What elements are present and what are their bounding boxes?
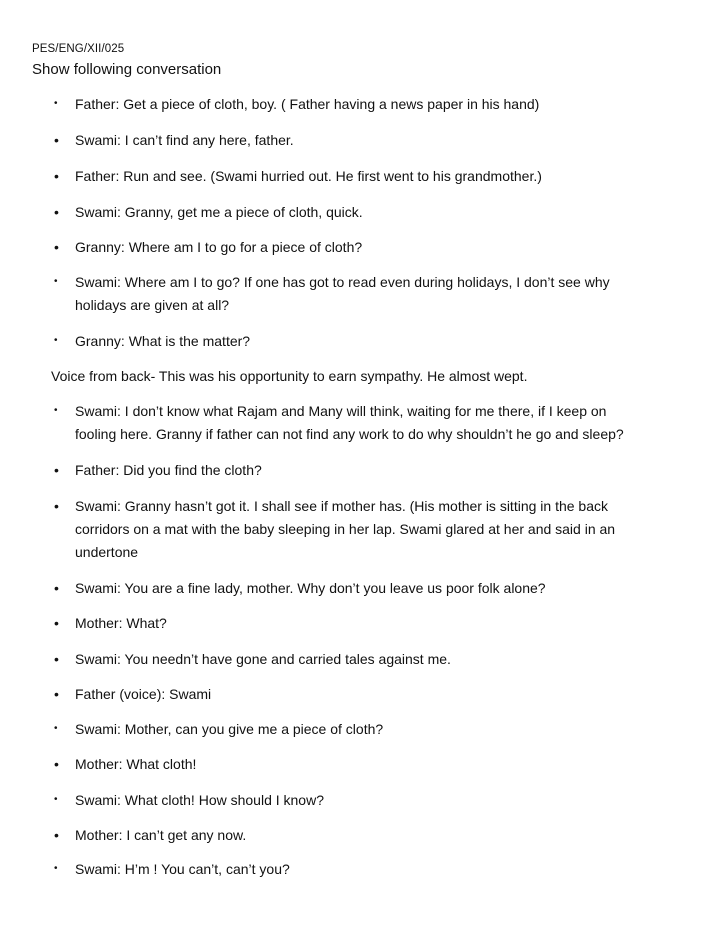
conversation-line: Father (voice): Swami (75, 686, 212, 702)
conversation-line-continued: undertone (75, 544, 139, 560)
bullet-icon: • (54, 794, 58, 805)
conversation-line: Swami: Granny, get me a piece of cloth, quick. (75, 204, 363, 220)
bullet-icon: • (54, 651, 59, 667)
conversation-line: Mother: What cloth! (75, 756, 197, 772)
conversation-line: Swami: What cloth! How should I know? (75, 792, 324, 808)
conversation-line: Swami: I can’t find any here, father. (75, 132, 294, 148)
conversation-line: Swami: I don’t know what Rajam and Many will think, waiting for me there, if I keep on (75, 403, 607, 419)
conversation-line: Mother: What? (75, 615, 167, 631)
conversation-line: Father: Get a piece of cloth, boy. ( Father having a news paper in his hand) (75, 96, 540, 112)
narration-line: Voice from back- This was his opportunity to earn sympathy. He almost wept. (51, 368, 528, 384)
conversation-line-continued: fooling here. Granny if father can not find any work to do why shouldn’t he go and sleep? (75, 426, 624, 442)
conversation-line: Swami: Granny hasn’t got it. I shall see if mother has. (His mother is sitting in the back (75, 498, 608, 514)
bullet-icon: • (54, 335, 58, 346)
conversation-line: Swami: H’m ! You can’t, can’t you? (75, 861, 290, 877)
document-heading: Show following conversation (32, 61, 222, 78)
bullet-icon: • (54, 204, 59, 220)
conversation-line: Swami: You are a fine lady, mother. Why don’t you leave us poor folk alone? (75, 580, 546, 596)
conversation-line: Father: Did you find the cloth? (75, 462, 262, 478)
bullet-icon: • (54, 827, 59, 843)
bullet-icon: • (54, 462, 59, 478)
conversation-line: Father: Run and see. (Swami hurried out. He first went to his grandmother.) (75, 168, 542, 184)
document-code: PES/ENG/XII/025 (32, 43, 125, 55)
bullet-icon: • (54, 239, 59, 255)
conversation-line-continued: corridors on a mat with the baby sleeping in her lap. Swami glared at her and said in an (75, 521, 616, 537)
bullet-icon: • (54, 615, 59, 631)
conversation-line: Granny: What is the matter? (75, 333, 251, 349)
bullet-icon: • (54, 405, 58, 416)
bullet-icon: • (54, 98, 58, 109)
bullet-icon: • (54, 863, 58, 874)
conversation-line-continued: holidays are given at all? (75, 297, 230, 313)
bullet-icon: • (54, 276, 58, 287)
conversation-line: Swami: Mother, can you give me a piece of cloth? (75, 721, 384, 737)
bullet-icon: • (54, 723, 58, 734)
conversation-line: Swami: You needn’t have gone and carried tales against me. (75, 651, 451, 667)
bullet-icon: • (54, 756, 59, 772)
conversation-line: Swami: Where am I to go? If one has got to read even during holidays, I don’t see why (75, 274, 610, 290)
conversation-line: Granny: Where am I to go for a piece of cloth? (75, 239, 363, 255)
conversation-line: Mother: I can’t get any now. (75, 827, 247, 843)
bullet-icon: • (54, 686, 59, 702)
bullet-icon: • (54, 168, 59, 184)
bullet-icon: • (54, 498, 59, 514)
bullet-icon: • (54, 132, 59, 148)
bullet-icon: • (54, 580, 59, 596)
